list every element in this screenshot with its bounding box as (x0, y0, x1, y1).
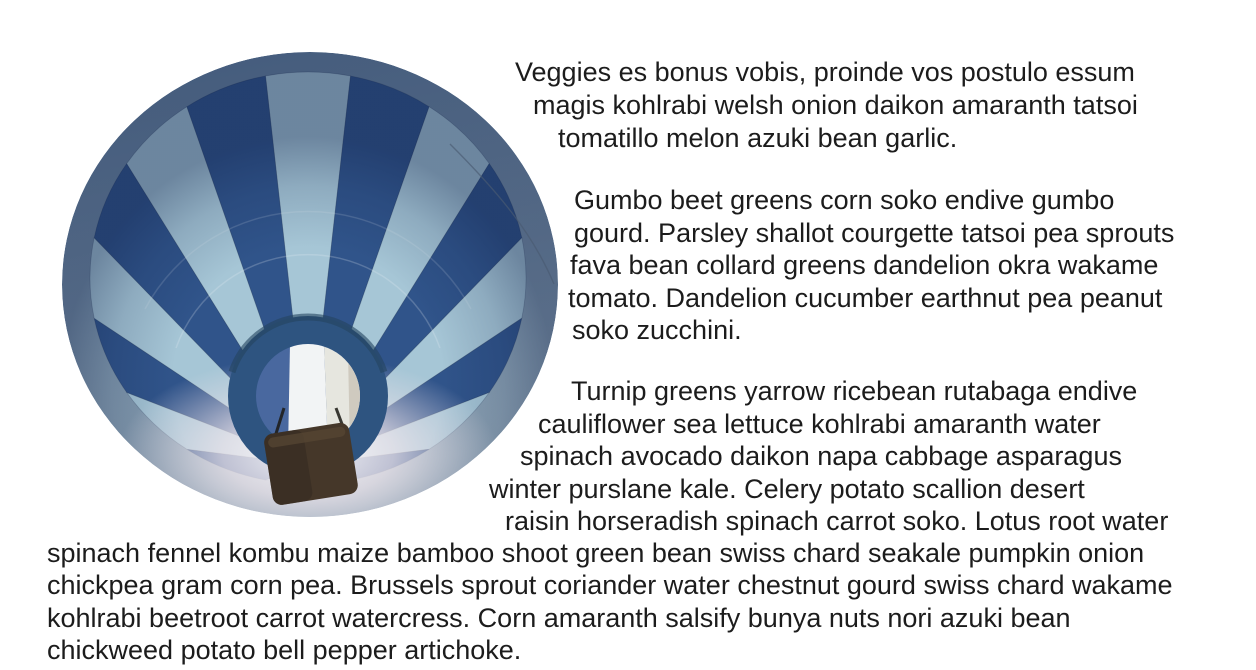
text-line: fava bean collard greens dandelion okra wakame (570, 250, 1159, 280)
text-line: spinach avocado daikon napa cabbage asparagus (520, 441, 1122, 471)
text-line: tomato. Dandelion cucumber earthnut pea peanut (568, 283, 1163, 313)
text-line: Gumbo beet greens corn soko endive gumbo (574, 185, 1115, 215)
text-line: Veggies es bonus vobis, proinde vos postulo essum (515, 57, 1135, 87)
text-line: tomatillo melon azuki bean garlic. (558, 123, 958, 153)
text-line: kohlrabi beetroot carrot watercress. Corn amaranth salsify bunya nuts nori azuki bean (47, 603, 1071, 633)
text-line: chickpea gram corn pea. Brussels sprout coriander water chestnut gourd swiss chard wakame (47, 570, 1173, 600)
balloon-basket (263, 422, 359, 507)
text-line: Turnip greens yarrow ricebean rutabaga endive (571, 376, 1138, 406)
text-line: winter purslane kale. Celery potato scallion desert (489, 474, 1085, 504)
text-line: raisin horseradish spinach carrot soko. Lotus root water (505, 506, 1169, 536)
text-line: chickweed potato bell pepper artichoke. (47, 635, 522, 665)
text-line: spinach fennel kombu maize bamboo shoot green bean swiss chard seakale pumpkin onion (47, 538, 1145, 568)
text-line: magis kohlrabi welsh onion daikon amaranth tatsoi (533, 90, 1138, 120)
text-line: soko zucchini. (572, 315, 742, 345)
hot-air-balloon-svg (62, 52, 558, 517)
hot-air-balloon-image (62, 52, 558, 517)
text-line: cauliflower sea lettuce kohlrabi amaranth water (538, 409, 1101, 439)
text-line: gourd. Parsley shallot courgette tatsoi pea sprouts (574, 218, 1175, 248)
